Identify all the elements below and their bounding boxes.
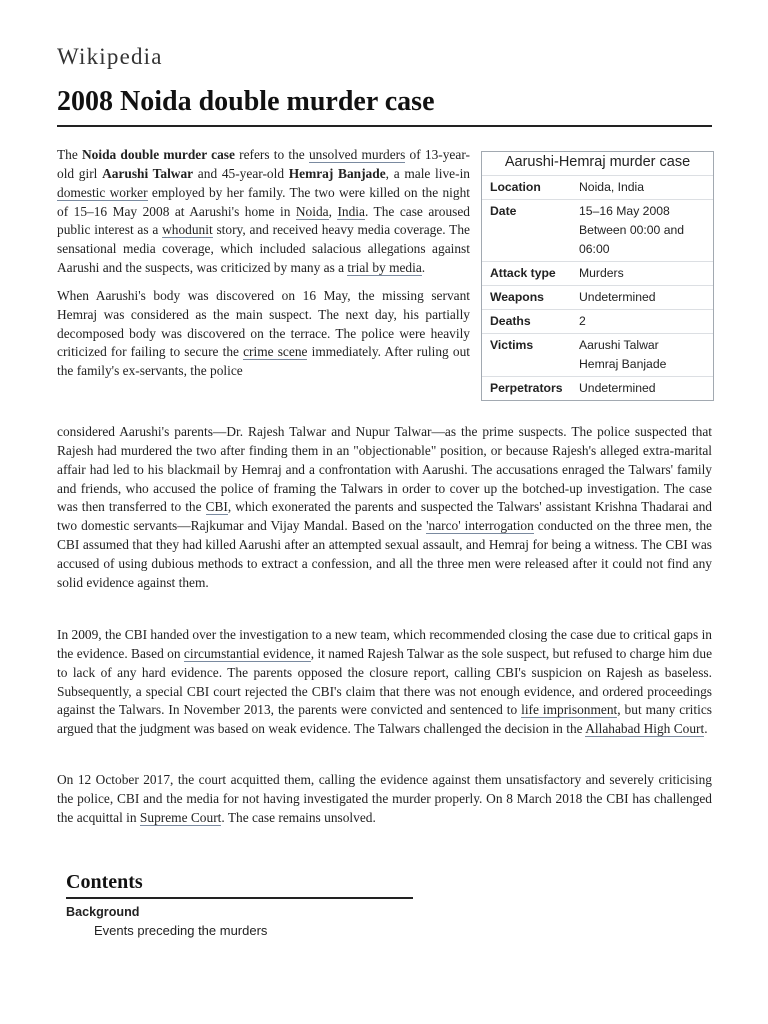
bold-term: Aarushi Talwar [102,165,194,181]
text-run: , but many critics argued that the judgment was based on weak evidence. The Talwars challenged the decision in the [57,702,712,737]
infobox-row [482,333,713,376]
infobox-row [482,175,713,199]
text-run: , [328,203,338,219]
infobox-value [579,312,713,331]
wiki-link[interactable]: Allahabad High Court [585,721,705,737]
wiki-link[interactable]: trial by media [347,260,422,276]
wikipedia-wordmark[interactable]: Wikipedia [57,44,163,69]
toc-item-background[interactable]: Background [66,905,140,919]
wiki-link[interactable]: circumstantial evidence [183,645,311,661]
infobox [481,151,714,401]
wiki-link[interactable]: unsolved murders [308,147,406,162]
infobox-value-line: 2 [579,314,586,328]
text-run: and 45-year-old [193,165,289,181]
wiki-link[interactable]: domestic worker [57,184,148,200]
infobox-row [482,199,713,261]
infobox-rows [482,175,713,400]
infobox-value-line: Between 00:00 and 06:00 [579,223,685,256]
text-run: . [421,260,426,276]
infobox-value [579,288,713,307]
text-run: refers to the [234,147,309,162]
wiki-link[interactable]: Supreme Court [139,809,222,825]
infobox-value [579,264,713,283]
wiki-link[interactable]: 'narco' interrogation [426,518,534,534]
wiki-link[interactable]: CBI [205,499,228,515]
text-run: considered Aarushi's parents—Dr. Rajesh Talwar and Nupur Talwar—as the prime suspects. The police suspected that Rajesh had murdered the two after finding them in an "objectionable" position, or because Rajesh's alleged extra-marital affair had led to his blackmail by Hemraj and a confrontation with Aarushi. The accusations enraged the Talwars' family and friends, who accused the police of framing the Talwars in order to cover up the botched-up investigation. The case was then transferred to the [57,424,712,515]
text-run: , a male live-in [385,165,470,181]
infobox-value-line: 15–16 May 2008 [579,204,670,218]
infobox-value [579,379,713,398]
infobox-label: Victims [490,338,534,352]
text-run: On 12 October 2017, the court acquitted them, calling the evidence against them unsatisfactory and severely criticising the police, CBI and the media for not having investigated the murder properly. On 8 March 2018 the CBI has challenged the acquittal in [57,772,712,825]
text-run: In 2009, the CBI handed over the investigation to a new team, which recommended closing the case due to critical gaps in the evidence. Based on [57,627,712,661]
infobox-caption: Aarushi-Hemraj murder case [504,154,691,170]
paragraph-2017 [57,771,712,828]
wiki-link[interactable]: crime scene [243,344,308,360]
infobox-label: Location [490,180,541,194]
wiki-link[interactable]: whodunit [162,222,213,238]
infobox-value-line: Murders [579,266,624,280]
bold-term: Hemraj Banjade [288,165,386,181]
text-run: immediately. After ruling out the family's ex-servants, the police [57,344,470,379]
toc-item-events-preceding[interactable]: Events preceding the murders [94,923,268,938]
paragraph-discovery [57,287,470,381]
page-title: 2008 Noida double murder case [57,86,435,117]
text-run: . [704,721,708,737]
text-run: The [57,147,83,162]
text-run: , it named Rajesh Talwar as the sole suspect, but refused to charge him due to lack of any hard evidence. The parents opposed the closure report, calling CBI's suspicion on Rajesh as baseless. Subsequently, a special CBI court rejected the CBI's claim that there was not enough evidence, and ordered proceedings against the Talwars. In November 2013, the parents were convicted and sentenced to [57,645,713,718]
infobox-value [579,336,713,374]
paragraph-2009 [57,626,712,739]
paragraph-suspects [57,423,712,593]
infobox-value [579,202,713,259]
title-divider [57,125,712,127]
text-run: story, and received heavy media coverage. The sensational media coverage, which included salacious allegations against Aarushi and the suspects, was criticized by many as a [57,222,470,276]
infobox-value-line: Undetermined [579,381,656,395]
text-run: , which exonerated the parents and suspected the Talwars' assistant Krishna Thadarai and two domestic servants—Rajkumar and Vijay Mandal. Based on the [57,499,712,534]
infobox-label: Deaths [490,314,531,328]
infobox-label: Perpetrators [490,381,563,395]
infobox-value-line: Aarushi Talwar [579,338,659,352]
text-run: . The case aroused public interest as a [57,203,470,238]
infobox-value-line: Hemraj Banjade [579,357,667,371]
text-run: When Aarushi's body was discovered on 16 May, the missing servant Hemraj was considered as the main suspect. The next day, his partially decomposed body was discovered on the terrace. The police were heavily criticized for failing to secure the [57,287,470,360]
text-run: employed by her family. The two were killed on the night of 15–16 May 2008 at Aarushi's home in [57,184,471,219]
contents-heading: Contents [66,871,143,893]
text-run: . The case remains unsolved. [221,809,376,825]
infobox-value [579,178,713,197]
infobox-row [482,309,713,333]
paragraph-discovery-continued [57,423,712,593]
wiki-link[interactable]: Noida [295,203,329,219]
infobox-value-line: Undetermined [579,290,656,304]
infobox-label: Date [490,204,517,218]
contents-divider [66,897,413,899]
wiki-link[interactable]: India [337,203,365,219]
infobox-value-line: Noida, India [579,180,645,194]
text-run: of 13-year-old girl [57,147,470,181]
infobox-row [482,285,713,309]
infobox-label: Attack type [490,266,556,280]
paragraph-2009-block [57,626,712,739]
infobox-label: Weapons [490,290,544,304]
infobox-row [482,261,713,285]
text-run: conducted on the three men, the CBI assumed that they had killed Aarushi after an attempted sexual assault, and Hemraj for being a witness. The CBI was accused of using dubious methods to extract a confession, and all the three men were released after it could not find any solid evidence against them. [57,518,712,590]
paragraph-2017-block [57,771,712,828]
bold-term: Noida double murder case [82,147,235,162]
lead-column [57,146,470,381]
infobox-row [482,376,713,400]
paragraph-intro [57,146,470,278]
wiki-link[interactable]: life imprisonment [521,702,618,718]
